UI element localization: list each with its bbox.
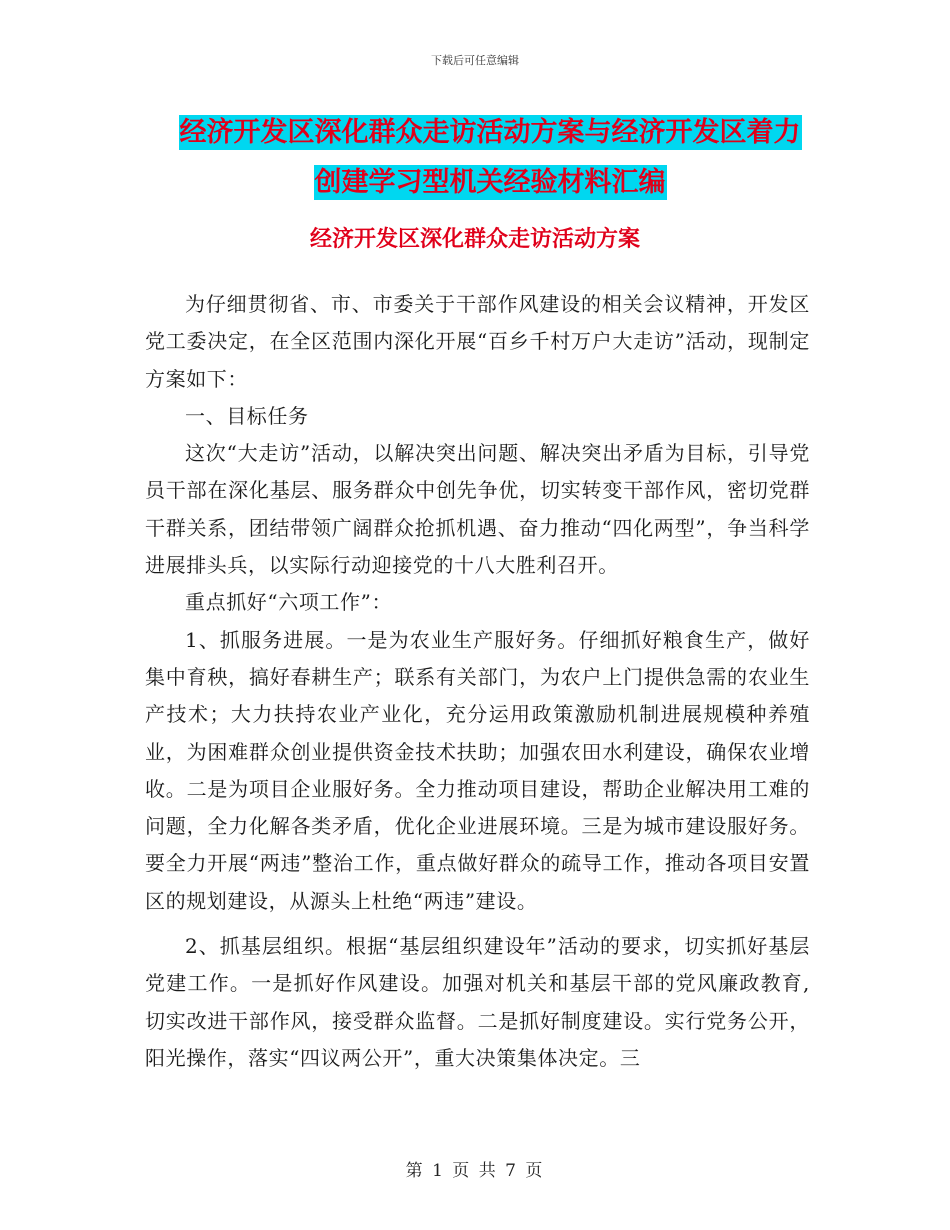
page-header-note: 下载后可任意编辑 <box>431 54 519 67</box>
paragraph-goals: 这次“大走访”活动，以解决突出问题、解决突出矛盾为目标，引导党员干部在深化基层、服务群众中创先争优，切实转变干部作风，密切党群干群关系，团结带领广阔群众抢抓机遇、奋力推动“四化两型”，争当科学进展排头兵，以实际行动迎接党的十八大胜利召开。 <box>145 441 810 578</box>
title-line-2-text: 创建学习型机关经验材料汇编 <box>314 167 666 198</box>
title-line-1-text: 经济开发区深化群众走访活动方案与经济开发区着力 <box>179 117 801 148</box>
title-line-2 <box>170 158 810 208</box>
document-title <box>170 108 810 208</box>
paragraph-intro: 为仔细贯彻省、市、市委关于干部作风建设的相关会议精神，开发区党工委决定，在全区范围内深化开展“百乡千村万户大走访”活动，现制定方案如下： <box>145 292 810 391</box>
document-body <box>145 286 810 1077</box>
section-title: 经济开发区深化群众走访活动方案 <box>309 227 640 252</box>
title-line-1 <box>170 108 810 158</box>
paragraph-heading-goals: 一、目标任务 <box>185 403 309 428</box>
paragraph-task-1: 1、抓服务进展。一是为农业生产服好务。仔细抓好粮食生产，做好集中育秧，搞好春耕生产；联系有关部门，为农户上门提供急需的农业生产技术；大力扶持农业产业化，充分运用政策激励机制进展规模种养殖业，为困难群众创业提供资金技术扶助；加强农田水利建设，确保农业增收。二是为项目企业服好务。全力推动项目建设，帮助企业解决用工难的问题，全力化解各类矛盾，优化企业进展环境。三是为城市建设服好务。要全力开展“两违”整治工作，重点做好群众的疏导工作，推动各项目安置区的规划建设，从源头上杜绝“两违”建设。 <box>145 627 810 913</box>
page-number: 第 1 页 共 7 页 <box>405 1161 545 1181</box>
paragraph-task-2: 2、抓基层组织。根据“基层组织建设年”活动的要求，切实抓好基层党建工作。一是抓好作风建设。加强对机关和基层干部的党风廉政教育,切实改进干部作风，接受群众监督。二是抓好制度建设。实行党务公开，阳光操作，落实“四议两公开”，重大决策集体决定。三 <box>145 934 810 1070</box>
paragraph-six-tasks: 重点抓好“六项工作”： <box>185 590 393 615</box>
